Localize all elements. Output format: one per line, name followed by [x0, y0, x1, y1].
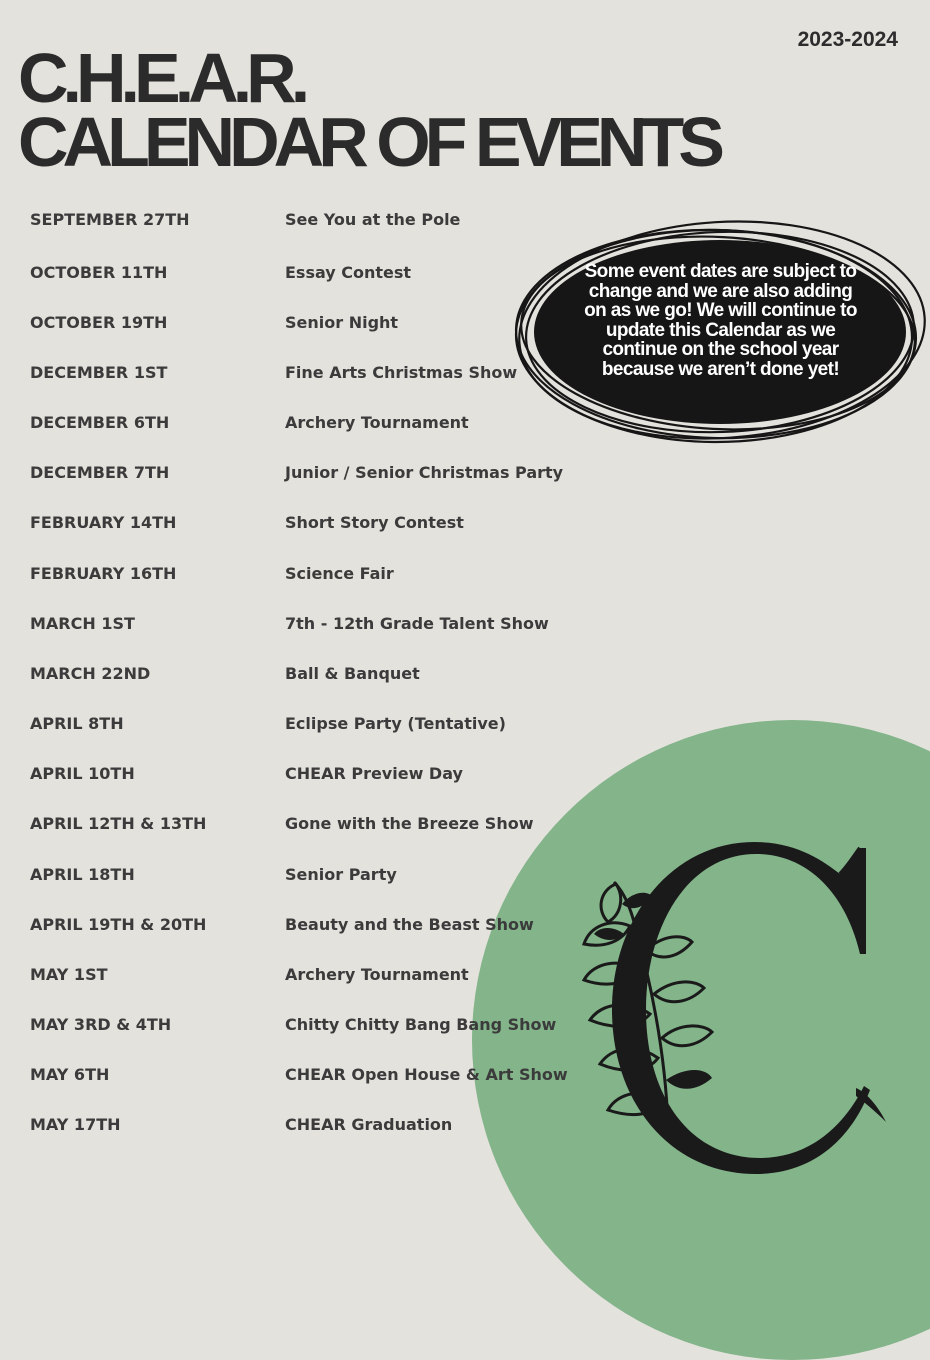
event-date: APRIL 10TH — [30, 764, 135, 783]
event-name: Senior Party — [285, 865, 397, 884]
event-name: Archery Tournament — [285, 413, 469, 432]
event-name: Fine Arts Christmas Show — [285, 363, 518, 382]
event-date: OCTOBER 11TH — [30, 263, 168, 282]
event-name: Short Story Contest — [285, 513, 464, 532]
event-name: Archery Tournament — [285, 965, 469, 984]
event-name: CHEAR Open House & Art Show — [285, 1065, 568, 1084]
event-name: Beauty and the Beast Show — [285, 915, 534, 934]
event-name: See You at the Pole — [285, 210, 461, 229]
event-date: DECEMBER 6TH — [30, 413, 170, 432]
event-name: CHEAR Graduation — [285, 1115, 453, 1134]
event-date: MARCH 22ND — [30, 664, 151, 683]
event-date: MAY 6TH — [30, 1065, 110, 1084]
event-name: Junior / Senior Christmas Party — [285, 463, 564, 482]
event-date: APRIL 18TH — [30, 865, 135, 884]
event-date: FEBRUARY 16TH — [30, 564, 177, 583]
event-name: Senior Night — [285, 313, 399, 332]
event-name: Ball & Banquet — [285, 664, 420, 683]
event-date: APRIL 8TH — [30, 714, 124, 733]
event-date: MAY 1ST — [30, 965, 108, 984]
event-name: Gone with the Breeze Show — [285, 814, 534, 833]
notice-bubble — [508, 218, 928, 448]
event-name: Chitty Chitty Bang Bang Show — [285, 1015, 557, 1034]
notice-text: Some event dates are subject to change and we are also adding on as we go! We will continue to update this Calendar as we continue on the school year because we aren’t done yet! — [584, 261, 857, 380]
event-name: Eclipse Party (Tentative) — [285, 714, 506, 733]
event-date: MAY 17TH — [30, 1115, 121, 1134]
event-date: DECEMBER 1ST — [30, 363, 168, 382]
title-line-1: C.H.E.A.R. — [18, 39, 305, 117]
event-date: APRIL 12TH & 13TH — [30, 814, 207, 833]
event-date: FEBRUARY 14TH — [30, 513, 177, 532]
event-date: SEPTEMBER 27TH — [30, 210, 190, 229]
event-date: MARCH 1ST — [30, 614, 135, 633]
event-date: OCTOBER 19TH — [30, 313, 168, 332]
event-date: DECEMBER 7TH — [30, 463, 170, 482]
event-date: APRIL 19TH & 20TH — [30, 915, 207, 934]
event-name: Science Fair — [285, 564, 394, 583]
title-line-2: CALENDAR OF EVENTS — [18, 103, 719, 181]
event-name: CHEAR Preview Day — [285, 764, 463, 783]
event-name: Essay Contest — [285, 263, 412, 282]
school-year: 2023-2024 — [797, 28, 898, 51]
event-name: 7th - 12th Grade Talent Show — [285, 614, 549, 633]
event-date: MAY 3RD & 4TH — [30, 1015, 172, 1034]
